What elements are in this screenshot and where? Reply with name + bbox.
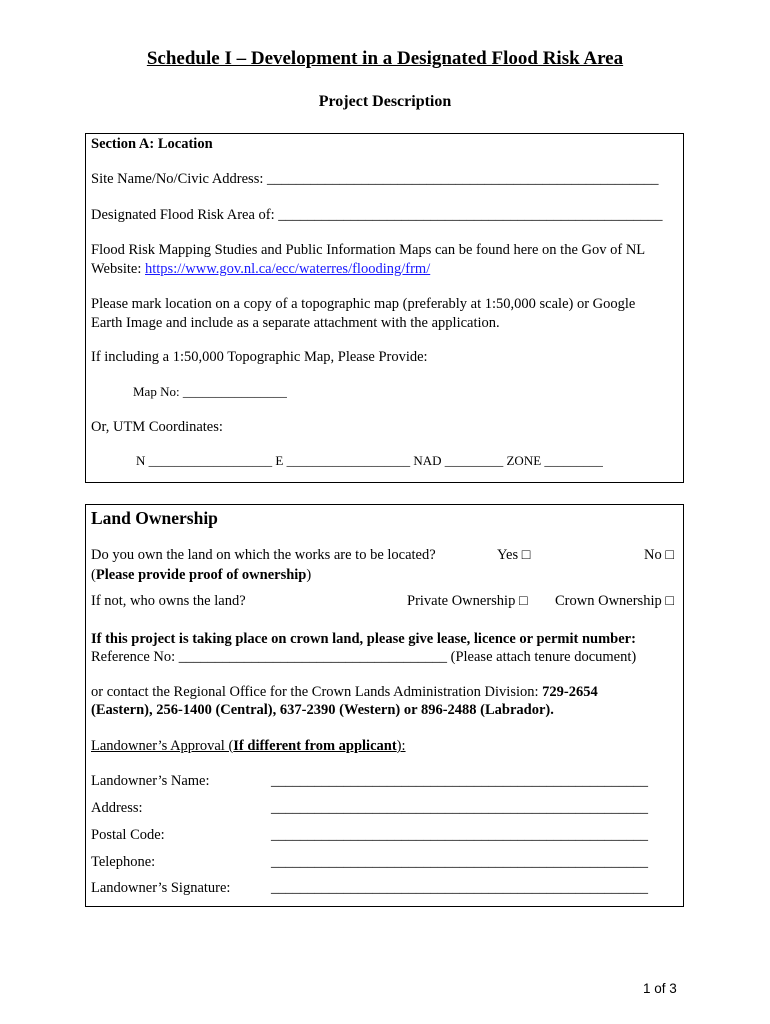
mark-location-text-2: Earth Image and include as a separate attachment with the application. <box>91 315 500 331</box>
signature-field[interactable]: ____________________________________________________ <box>271 880 648 896</box>
telephone-field[interactable]: ____________________________________________________ <box>271 854 648 870</box>
yes-checkbox[interactable]: Yes □ <box>497 547 531 563</box>
proof-text: Please provide proof of ownership <box>95 567 307 583</box>
telephone-label: Telephone: <box>91 854 156 870</box>
postal-code-label: Postal Code: <box>91 827 165 843</box>
approval-prefix: Landowner’s Approval ( <box>91 738 234 754</box>
crown-land-prompt: If this project is taking place on crown land, please give lease, licence or permit number: <box>91 631 636 647</box>
website-line <box>91 260 430 278</box>
no-checkbox[interactable]: No □ <box>644 547 675 563</box>
proof-close-paren: ) <box>306 567 312 583</box>
land-ownership-heading: Land Ownership <box>91 508 218 528</box>
document-subtitle: Project Description <box>318 93 452 110</box>
signature-label: Landowner’s Signature: <box>91 880 231 896</box>
mapping-info-text: Flood Risk Mapping Studies and Public Information Maps can be found here on the Gov of NL <box>91 242 646 258</box>
postal-code-field[interactable]: ____________________________________________________ <box>271 827 648 843</box>
section-a-heading: Section A: Location <box>91 136 213 152</box>
section-a-location-box <box>85 133 684 483</box>
document-title: Schedule I – Development in a Designated Flood Risk Area <box>146 48 624 69</box>
website-label: Website: <box>91 261 145 277</box>
proof-of-ownership-note <box>91 566 311 584</box>
utm-prompt: Or, UTM Coordinates: <box>91 419 223 435</box>
private-ownership-checkbox[interactable]: Private Ownership □ <box>407 593 528 609</box>
proof-open-paren: ( <box>91 567 96 583</box>
address-label: Address: <box>91 800 143 816</box>
own-land-question: Do you own the land on which the works are to be located? <box>91 547 436 563</box>
crown-ownership-checkbox[interactable]: Crown Ownership □ <box>555 593 675 609</box>
website-link[interactable]: https://www.gov.nl.ca/ecc/waterres/flooding/frm/ <box>145 261 431 277</box>
approval-condition: If different from applicant <box>233 738 397 754</box>
address-field[interactable]: ____________________________________________________ <box>271 800 648 816</box>
contact-info-line-2: (Eastern), 256-1400 (Central), 637-2390 (Western) or 896-2488 (Labrador). <box>91 702 554 718</box>
contact-text: or contact the Regional Office for the Crown Lands Administration Division: <box>91 684 543 700</box>
contact-info-line-1 <box>91 683 598 701</box>
contact-phone-eastern: 729-2654 <box>542 684 598 700</box>
map-no-field[interactable]: Map No: ________________ <box>133 384 287 399</box>
land-ownership-box <box>85 504 684 907</box>
utm-coordinates-fields[interactable]: N ___________________ E ___________________ NAD _________ ZONE _________ <box>136 453 603 468</box>
reference-no-field[interactable]: Reference No: _____________________________________ (Please attach tenure document) <box>91 649 637 665</box>
topo-map-prompt: If including a 1:50,000 Topographic Map, Please Provide: <box>91 349 428 365</box>
landowner-name-field[interactable]: ____________________________________________________ <box>271 773 648 789</box>
mark-location-text-1: Please mark location on a copy of a topographic map (preferably at 1:50,000 scale) or Google <box>91 296 636 312</box>
landowner-approval-heading <box>91 737 406 755</box>
flood-risk-area-field[interactable]: Designated Flood Risk Area of: _____________________________________________________ <box>91 207 663 223</box>
site-address-field[interactable]: Site Name/No/Civic Address: ______________________________________________________ <box>91 171 659 187</box>
landowner-name-label: Landowner’s Name: <box>91 773 210 789</box>
approval-suffix: ): <box>396 738 406 754</box>
who-owns-question: If not, who owns the land? <box>91 593 246 609</box>
page-number: 1 of 3 <box>643 981 677 996</box>
